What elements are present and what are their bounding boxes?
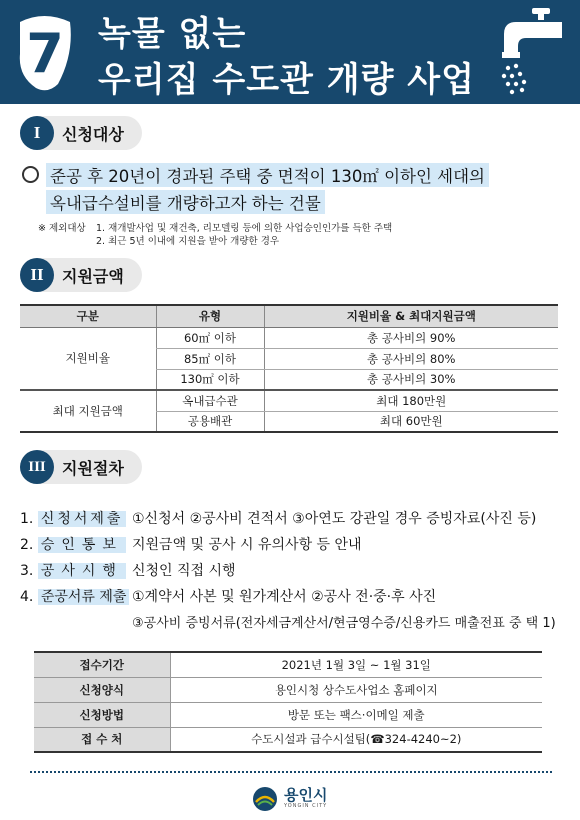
step-number: 3. bbox=[20, 563, 34, 579]
info-value: 수도시설과 급수시설팀(☎324-4240~2) bbox=[170, 727, 542, 752]
support-amount-table bbox=[20, 304, 558, 433]
procedure-step bbox=[20, 508, 537, 528]
group-label: 지원비율 bbox=[20, 327, 156, 390]
group-label: 최대 지원금액 bbox=[20, 390, 156, 432]
value-cell: 총 공사비의 90% bbox=[264, 327, 558, 348]
exclusion-note bbox=[38, 220, 392, 246]
section-heading-support-amount bbox=[20, 258, 142, 292]
info-value: 용인시청 상수도사업소 홈페이지 bbox=[170, 677, 542, 702]
type-cell: 130㎡ 이하 bbox=[156, 369, 264, 390]
info-value: 방문 또는 팩스·이메일 제출 bbox=[170, 702, 542, 727]
eligibility-line-2: 옥내급수설비를 개량하고자 하는 건물 bbox=[46, 190, 325, 214]
column-header: 구분 bbox=[20, 305, 156, 327]
title-line-2: 우리집 수도관 개량 사업 bbox=[98, 60, 475, 100]
column-header: 유형 bbox=[156, 305, 264, 327]
table-row bbox=[34, 677, 542, 702]
value-cell: 총 공사비의 80% bbox=[264, 348, 558, 369]
info-key: 접 수 처 bbox=[34, 727, 170, 752]
section-title: 지원금액 bbox=[62, 266, 124, 286]
step-name: 공사시행 bbox=[38, 563, 126, 579]
step-name: 승인통보 bbox=[38, 537, 126, 553]
info-key: 신청방법 bbox=[34, 702, 170, 727]
value-cell: 총 공사비의 30% bbox=[264, 369, 558, 390]
city-logo bbox=[252, 784, 332, 814]
city-name-english: YONGIN CITY bbox=[284, 803, 328, 809]
step-name: 신청서제출 bbox=[38, 511, 127, 527]
badge-number: 7 bbox=[26, 22, 64, 85]
city-emblem-icon bbox=[252, 786, 278, 812]
step-number: 4. bbox=[20, 589, 34, 605]
info-key: 접수기간 bbox=[34, 652, 170, 677]
section-heading-eligibility bbox=[20, 116, 142, 150]
number-badge-icon bbox=[14, 14, 76, 92]
type-cell: 60㎡ 이하 bbox=[156, 327, 264, 348]
circle-bullet-icon bbox=[22, 166, 39, 183]
city-name-korean: 용인시 bbox=[284, 786, 328, 804]
table-row bbox=[20, 327, 558, 348]
table-header-row bbox=[20, 305, 558, 327]
table-row bbox=[34, 727, 542, 752]
table-row bbox=[34, 652, 542, 677]
procedure-step bbox=[20, 560, 236, 580]
type-cell: 옥내급수관 bbox=[156, 390, 264, 411]
value-cell: 최대 60만원 bbox=[264, 411, 558, 432]
application-info-table bbox=[34, 651, 542, 753]
procedure-step bbox=[20, 534, 362, 554]
dotted-divider bbox=[30, 771, 552, 773]
exclusion-label: ※ 제외대상 bbox=[38, 223, 86, 234]
step-description: ①계약서 사본 및 원가계산서 ②공사 전·중·후 사진 bbox=[132, 589, 437, 605]
exclusion-item: 1. 재개발사업 및 재건축, 리모델링 등에 의한 사업승인인가를 득한 주택 bbox=[96, 223, 393, 234]
type-cell: 85㎡ 이하 bbox=[156, 348, 264, 369]
eligibility-line-1: 준공 후 20년이 경과된 주택 중 면적이 130㎡ 이하인 세대의 bbox=[46, 163, 489, 187]
section-title: 지원절차 bbox=[62, 458, 124, 478]
step-name: 준공서류 제출 bbox=[38, 589, 130, 605]
exclusion-item: 2. 최근 5년 이내에 지원을 받아 개량한 경우 bbox=[96, 236, 280, 247]
info-value: 2021년 1월 3일 ~ 1월 31일 bbox=[170, 652, 542, 677]
title-line-1: 녹물 없는 bbox=[98, 14, 247, 54]
step-number: 1. bbox=[20, 511, 34, 527]
section-title: 신청대상 bbox=[62, 124, 124, 144]
roman-numeral: I bbox=[20, 116, 54, 150]
header-banner bbox=[0, 0, 580, 104]
step-number: 2. bbox=[20, 537, 34, 553]
table-row bbox=[20, 390, 558, 411]
step-description: ①신청서 ②공사비 견적서 ③아연도 강관일 경우 증빙자료(사진 등) bbox=[132, 511, 537, 527]
step-description: ③공사비 증빙서류(전자세금계산서/현금영수증/신용카드 매출전표 중 택 1) bbox=[132, 616, 556, 631]
faucet-icon bbox=[496, 4, 570, 100]
info-key: 신청양식 bbox=[34, 677, 170, 702]
value-cell: 최대 180만원 bbox=[264, 390, 558, 411]
step-description: 지원금액 및 공사 시 유의사항 등 안내 bbox=[132, 537, 362, 553]
type-cell: 공용배관 bbox=[156, 411, 264, 432]
roman-numeral: III bbox=[20, 450, 54, 484]
procedure-step bbox=[20, 586, 437, 606]
step-description: 신청인 직접 시행 bbox=[132, 563, 236, 579]
section-heading-procedure bbox=[20, 450, 142, 484]
roman-numeral: II bbox=[20, 258, 54, 292]
column-header: 지원비율 & 최대지원금액 bbox=[264, 305, 558, 327]
table-row bbox=[34, 702, 542, 727]
